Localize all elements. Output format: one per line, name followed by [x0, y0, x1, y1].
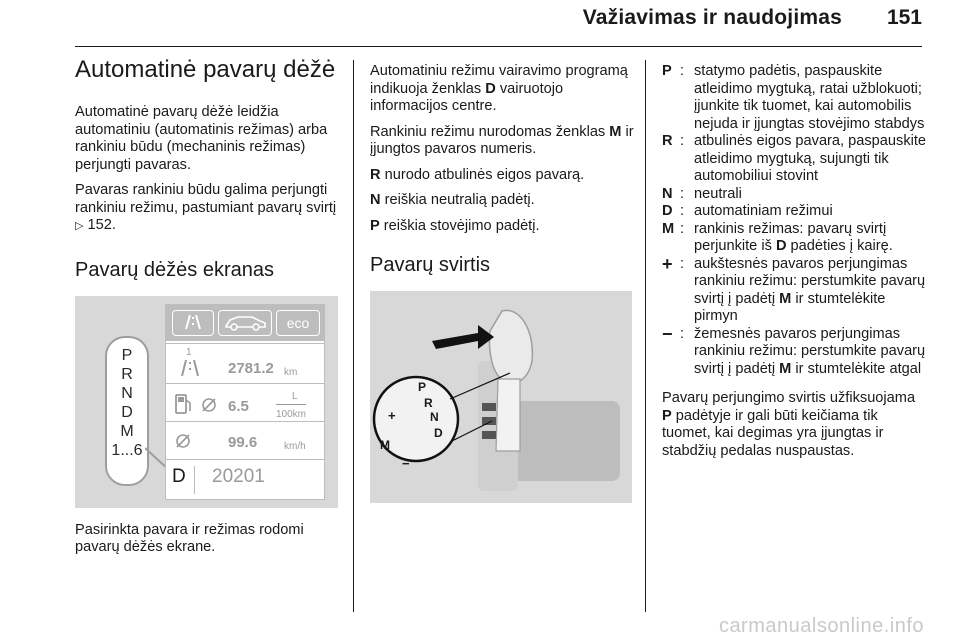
- odometer-value: 20201: [212, 465, 265, 487]
- fuel-row: [166, 383, 324, 421]
- section-title: Automatinė pavarų dėžė: [75, 56, 336, 83]
- gear-definition-item: [662, 133, 928, 186]
- gear-description: ir stumtelėkite atgal: [795, 360, 922, 377]
- gear-label: D: [121, 403, 133, 421]
- road-icon: [172, 310, 214, 336]
- gear-key: R: [662, 133, 673, 149]
- gear-key: P: [370, 217, 380, 234]
- gear-description: ir stumtelėkite pirmyn: [694, 290, 886, 324]
- colon: :: [680, 325, 685, 342]
- column-1: [75, 56, 345, 565]
- paragraph-text: ir įjungtos pavaros numeris.: [370, 123, 634, 157]
- trip-unit: km: [284, 366, 298, 378]
- colon: :: [680, 203, 685, 219]
- gear-description: aukštesnės pavaros perjungimas rankiniu režimu: perstumkite pavarų svirtį į padėtį: [694, 255, 926, 307]
- gear-label: R: [121, 365, 133, 383]
- gear-key-inline: P: [662, 407, 672, 424]
- manual-text: Pavaras rankiniu būdu galima perjungti rankiniu režimu, pastumiant pavarų svirtį: [75, 182, 337, 216]
- plus-key: +: [662, 253, 673, 274]
- gear-key-inline: M: [779, 290, 792, 307]
- header-rule: [75, 46, 922, 47]
- gear-label: 1...6: [111, 441, 143, 459]
- paragraph-text: padėtyje ir gali būti keičiama tik tuomet, kai degimas yra įjungtas ir stabdžių pedalas nuspaustas.: [662, 407, 884, 459]
- fuel-unit-top: L: [292, 390, 298, 402]
- lever-label-minus: −: [402, 456, 410, 471]
- watermark: carmanualsonline.info: [718, 615, 924, 637]
- gear-key: M: [662, 220, 675, 237]
- subsection-title: Pavarų dėžės ekranas: [75, 258, 275, 281]
- eco-tab: eco: [276, 310, 320, 336]
- cross-reference-arrow-icon: ▷: [75, 220, 84, 232]
- gear-description: rankinis režimas: pavarų svirtį perjunkite iš: [694, 220, 887, 254]
- display-tab-bar: [166, 305, 324, 341]
- car-icon: [218, 310, 272, 336]
- gear-key-inline: M: [779, 360, 792, 377]
- average-icon: [200, 396, 218, 414]
- gear-lever-figure: [370, 291, 632, 503]
- trip-index: 1: [186, 346, 192, 358]
- driver-info-display: [165, 304, 325, 500]
- paragraph: [370, 63, 638, 116]
- closing-paragraph: [662, 390, 928, 460]
- paragraph-text: Rankiniu režimu nurodomas ženklas: [370, 123, 606, 140]
- gear-indicator-panel: [105, 336, 149, 486]
- lever-label-p: P: [418, 380, 427, 394]
- colon: :: [680, 255, 685, 272]
- trip-value: 2781.2: [228, 359, 274, 377]
- gear-label: M: [120, 422, 134, 440]
- lever-label-m: M: [380, 438, 390, 452]
- average-icon: [174, 432, 192, 450]
- gear-description: neutrali: [694, 185, 742, 202]
- manual-paragraph: [75, 182, 345, 236]
- column-divider: [645, 60, 646, 612]
- gear-key: N: [662, 185, 673, 202]
- gear-definition-item: [662, 323, 928, 379]
- subsection-title: Pavarų svirtis: [370, 254, 491, 276]
- figure-caption: Pasirinkta pavara ir režimas rodomi pavarų dėžės ekrane.: [75, 521, 304, 555]
- fuel-unit-bottom: 100km: [276, 404, 306, 424]
- gear-separator: [194, 466, 195, 494]
- page-number: 151: [886, 6, 922, 29]
- column-3: [662, 63, 928, 468]
- paragraph-text: reiškia neutralią padėtį.: [384, 192, 535, 208]
- speed-value: 99.6: [228, 433, 258, 451]
- paragraph: [370, 124, 638, 159]
- gear-key: M: [609, 123, 622, 140]
- running-header-title: Važiavimas ir naudojimas: [582, 6, 842, 29]
- gear-description: atbulinės eigos pavara, paspauskite atleidimo mygtuką, sujungti tik automobiliui stovint: [694, 133, 927, 184]
- paragraph-text: vairuotojo informacijos centre.: [370, 80, 564, 114]
- gear-odometer-row: [166, 459, 324, 501]
- fuel-value: 6.5: [228, 397, 249, 415]
- gear-key: D: [662, 203, 673, 219]
- colon: :: [680, 185, 685, 202]
- colon: :: [680, 220, 685, 237]
- gear-definition-item: [662, 63, 928, 133]
- gear-label: P: [121, 346, 133, 364]
- trip-row: [166, 343, 324, 383]
- lever-label-d: D: [434, 426, 443, 440]
- column-2: [370, 63, 638, 503]
- gear-description: žemesnės pavaros perjungimas rankiniu režimu: perstumkite pavarų svirtį į padėtį: [694, 325, 926, 377]
- gear-key: D: [485, 80, 496, 97]
- transmission-display-figure: [75, 296, 338, 508]
- colon: :: [680, 63, 685, 79]
- cross-reference-link[interactable]: 152.: [87, 217, 116, 233]
- paragraph: [370, 218, 638, 236]
- paragraph: [370, 192, 638, 210]
- gear-key-inline: D: [775, 238, 787, 254]
- speed-unit: km/h: [284, 440, 306, 452]
- gear-key: N: [370, 192, 381, 208]
- gear-description: padėties į kairę.: [790, 238, 893, 254]
- paragraph: [370, 167, 638, 185]
- gear-description: automatiniam režimui: [694, 203, 833, 219]
- fuel-pump-icon: [174, 392, 194, 416]
- trip-road-icon: [174, 356, 208, 378]
- paragraph-text: reiškia stovėjimo padėtį.: [383, 217, 540, 234]
- lever-label-plus: +: [388, 408, 396, 423]
- gear-label: N: [121, 384, 133, 402]
- speed-row: [166, 421, 324, 459]
- gear-key: P: [662, 63, 672, 79]
- gear-definition-item: [662, 186, 928, 204]
- colon: :: [680, 133, 685, 149]
- gear-definition-item: [662, 253, 928, 326]
- gear-key: R: [370, 166, 381, 183]
- paragraph-text: Pavarų perjungimo svirtis užfiksuojama: [662, 390, 916, 406]
- intro-paragraph: Automatinė pavarų dėžė leidžia automatiniu (automatinis režimas) arba rankiniu būdu (mechaninis režimas) perjungti pavaras.: [75, 104, 328, 173]
- lever-label-r: R: [424, 396, 433, 410]
- paragraph-text: nurodo atbulinės eigos pavarą.: [384, 166, 585, 183]
- lever-label-n: N: [430, 410, 439, 424]
- gear-definition-item: [662, 203, 928, 221]
- gear-description: statymo padėtis, paspauskite atleidimo mygtuką, ratai užblokuoti; įjunkite tik tuomet, kai automobilis nejuda ir įjungtas stovėjimo stabdys: [694, 63, 925, 132]
- gear-definition-item: [662, 221, 928, 256]
- paragraph-text: Automatiniu režimu vairavimo programą indikuoja ženklas: [370, 63, 628, 97]
- current-gear: D: [172, 465, 186, 487]
- column-divider: [353, 60, 354, 612]
- minus-key: −: [662, 323, 673, 344]
